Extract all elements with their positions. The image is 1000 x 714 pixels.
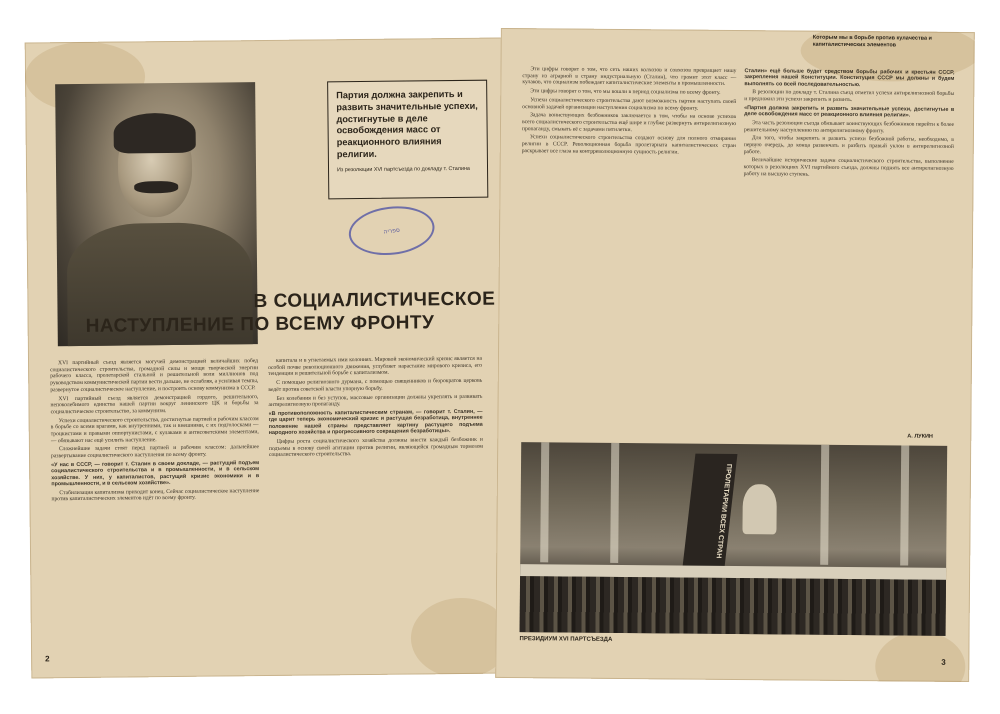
paragraph: Задача воинствующих безбожников заключается в том, чтобы на основе успехов всего социалистического строительства ещё шире и глубже развернуть антирелигиозную пропаганду, смыкать её с задачами пятилетки. bbox=[521, 112, 737, 133]
left-column-1 bbox=[50, 358, 261, 656]
paragraph: капитала и в угнетаемых ими колониях. Мировой экономический кризис является на особой почве революционного движения, углубляет нарастание мирового кризиса, его тенденции и решительной борьбе с капитализмом. bbox=[268, 355, 483, 378]
paragraph-bold: Сталин» ещё больше будет средством борьбы рабочих и крестьян СССР, закрепления нашей Конституции. Конституция СССР мы должны и будем выполнять со всей последовательностью. bbox=[744, 68, 955, 89]
paragraph: Эта часть резолюции съезда обязывает воинствующих безбожников перейти к более решительному наступлению по антирелигиозному фронту. bbox=[743, 119, 955, 134]
right-column-1 bbox=[519, 66, 736, 438]
paragraph: С помощью религиозного дурмана, с помощью священников и бюрократов церковь ведёт против советской власти упорную борьбу. bbox=[268, 377, 483, 393]
photo-pillar bbox=[900, 445, 909, 565]
resolution-quote: «Партия должна закрепить и развить значительные успехи, достигнутые в деле освобождения масс от реакционного влияния религии». bbox=[744, 104, 955, 119]
paragraph: Эти цифры говорят о том, что сеть наших колхозов и совхозов превращает нашу страну из аграрной в страну индустриальную (Сталин), что громит этот класс — кулаков, что социализм побеждает капиталистические элементы в промышленности. bbox=[522, 66, 737, 88]
headline bbox=[85, 290, 495, 338]
photo-pillar bbox=[540, 442, 549, 562]
headline-line-1: В СОЦИАЛИСТИЧЕСКОЕ bbox=[253, 288, 496, 313]
library-stamp bbox=[346, 202, 437, 260]
paragraph: Без колебания и без уступок, массовые организации должны укреплять и развивать антирелигиозную пропаганду. bbox=[268, 393, 483, 409]
paragraph: Цифры роста социалистического хозяйства должны внести каждый безбожник и подъемы в основу своей агитации против религии, являющейся громадным тормозом социалистического строительства. bbox=[268, 436, 483, 459]
paragraph: Стабилизация капитализма приходит конец. Сейчас социалистическое наступление против капиталистических элементов идёт по всему фронту. bbox=[51, 487, 260, 503]
quote-text: Партия должна закрепить и развить значительные успехи, достигнутые в деле освобождения масс от реакционного влияния религии. bbox=[336, 88, 478, 160]
banner-text: ПРОЛЕТАРИИ ВСЕХ СТРАН bbox=[714, 463, 733, 559]
paragraph: Сложнейшие задачи стоят перед партией и рабочим классом: дальнейшее развертывание социалистического наступления по всему фронту. bbox=[50, 444, 259, 460]
quote-box bbox=[327, 80, 488, 200]
page-number: 2 bbox=[45, 654, 50, 664]
presidium-photo bbox=[520, 442, 948, 636]
page-number: 3 bbox=[941, 657, 946, 667]
quote-source: Из резолюции XVI партсъезда по докладу т. Сталина bbox=[337, 165, 470, 173]
author-signature: А. ЛУКИН bbox=[907, 433, 933, 440]
paragraph: Успехи социалистического строительства, достигнутые партией и рабочим классом в борьбе со всеми врагами, как внутренними, так и внешними, с их подголосками — троцкистами и правыми оппортунистами, с кулаками и антисоветскими элементами, — обязывают нас ещё усилить наступление. bbox=[50, 415, 259, 445]
paragraph: Эти цифры говорят о том, что мы вошли в период социализма по всему фронту. bbox=[530, 88, 721, 96]
photo-banner bbox=[682, 454, 738, 574]
photo-pillar bbox=[820, 445, 829, 565]
stamp-text: ספריה bbox=[383, 226, 401, 236]
photo-pillar bbox=[610, 443, 619, 563]
headline-line-2: НАСТУПЛЕНИЕ ПО ВСЕМУ ФРОНТУ bbox=[85, 312, 435, 337]
paragraph: Величайшие исторические задачи социалистического строительства, выполнение которых в резолюциях XVI партийного съезда, должны поднять все антирелигиозную работу на высшую ступень. bbox=[743, 157, 954, 178]
photo-bust bbox=[742, 484, 776, 534]
paragraph: Успехи социалистического строительства дают возможность партии наступать своей основной задачей организации наступления социализма по всему фронту. bbox=[522, 97, 737, 112]
portrait-moustache bbox=[134, 181, 178, 193]
right-column-2 bbox=[741, 68, 954, 428]
stalin-quote: «В противоположность капиталистическим странам, — говорит т. Сталин, — где царит теперь экономический кризис и растущая безработица, внутреннее положение нашей страны представляет картину растущего подъема народного хозяйства и прогрессивного сокращения безработицы». bbox=[268, 408, 483, 437]
paragraph: XVI партийный съезд является демонстрацией гордого, решительного, непоколебимого единства нашей партии вокруг ленинского ЦК и борьбы за социалистическое строительство, за коммунизм. bbox=[50, 393, 259, 416]
paper-stain bbox=[875, 631, 966, 682]
left-column-2 bbox=[268, 356, 485, 654]
paragraph: Успехи социалистического строительства создают основу для полного отмирания религии в СССР. Революционная борьба пролетариата капиталистических стран раскрывает все глаза на контрреволюционную сущность религии. bbox=[521, 134, 736, 156]
photo-crowd bbox=[520, 576, 946, 636]
paragraph: XVI партийный съезд является могучей демонстрацией величайших побед социалистического строительства, громадной силы и мощи творческой энергии рабочего класса, пролетарской стальной и решительной воли миллионов под руководством коммунистической партии вести дальше, не ослабляя, а усиливая темпы, развернутое социалистическое наступление, и построить основу коммунизма в СССР. bbox=[50, 358, 259, 394]
right-page bbox=[495, 28, 975, 682]
photo-caption: ПРЕЗИДИУМ XVI ПАРТСЪЕЗДА bbox=[519, 636, 613, 643]
paragraph: Для того, чтобы закрепить и развить успехи безбожной работы, необходимо, в первую очередь, до конца развенчать и разбить правый уклон в антирелигиозной работе. bbox=[743, 135, 954, 155]
left-page bbox=[25, 38, 510, 679]
header-snippet: Которым мы в борьбе против кулачества и капиталистических элементов bbox=[812, 34, 932, 48]
stalin-quote: «У нас в СССР, — говорит т. Сталин в своем докладе, — растущий подъем социалистического строительства и в промышленности, и в сельском хозяйстве. У них, у капиталистов, растущий кризис экономики и в промышленности, и в сельском хозяйстве». bbox=[51, 459, 260, 488]
portrait-hair bbox=[113, 113, 195, 154]
paragraph: В резолюции по докладу т. Сталина съезд отметил успехи антирелигиозной борьбы и предложил эти успехи закрепить и развить. bbox=[744, 89, 955, 104]
